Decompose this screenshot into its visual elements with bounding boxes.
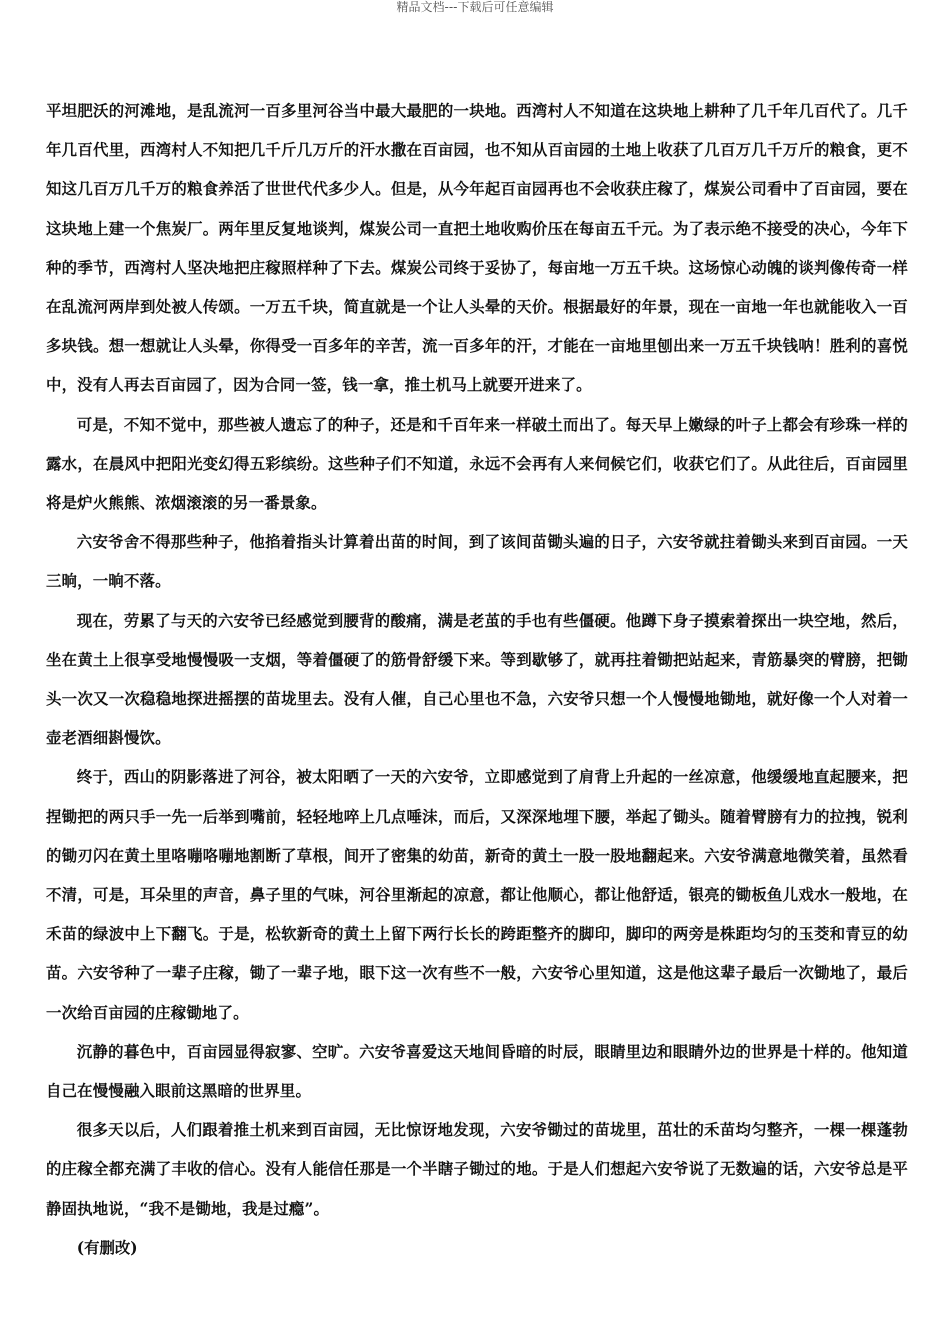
paragraph-4: 现在，劳累了与天的六安爷已经感觉到腰背的酸痛，满是老茧的手也有些僵硬。他蹲下身子摸索着探出一块空地，然后，坐在黄土上很享受地慢慢吸一支烟，等着僵硬了的筋骨舒缓下来。等到歇够了，就再拄着锄把站起来，青筋暴突的臂膀，把锄头一次又一次稳稳地探进摇摆的苗垅里去。没有人催，自己心里也不急，六安爷只想一个人慢慢地锄地，就好像一个人对着一壶老酒细斟慢饮。 xyxy=(46,611,908,748)
paragraph-7: 很多天以后，人们跟着推土机来到百亩园，无比惊讶地发现，六安爷锄过的苗垅里，茁壮的禾苗均匀整齐，一棵一棵蓬勃的庄稼全都充满了丰收的信心。没有人能信任那是一个半瞎子锄过的地。于是人们想起六安爷说了无数遍的话，六安爷总是平静固执地说，“我不是锄地，我是过瘾”。 xyxy=(46,1121,908,1218)
article-body xyxy=(46,92,908,1268)
page-header xyxy=(0,0,950,14)
paragraph-3: 六安爷舍不得那些种子，他掐着指头计算着出苗的时间，到了该间苗锄头遍的日子，六安爷就拄着锄头来到百亩园。一天三晌，一晌不落。 xyxy=(46,533,908,591)
header-text: 精品文档---下载后可任意编辑 xyxy=(396,0,554,14)
paragraph-6: 沉静的暮色中，百亩园显得寂寥、空旷。六安爷喜爱这天地间昏暗的时辰，眼睛里边和眼睛外边的世界是十样的。他知道自己在慢慢融入眼前这黑暗的世界里。 xyxy=(46,1042,908,1101)
paragraph-1: 平坦肥沃的河滩地，是乱流河一百多里河谷当中最大最肥的一块地。西湾村人不知道在这块地上耕种了几千年几百代了。几千年几百代里，西湾村人不知把几千斤几万斤的汗水撒在百亩园，也不知从百亩园的土地上收获了几百万几千万斤的粮食，更不知这几百万几千万的粮食养活了世世代代多少人。但是，从今年起百亩园再也不会收获庄稼了，煤炭公司看中了百亩园，要在这块地上建一个焦炭厂。两年里反复地谈判，煤炭公司一直把土地收购价压在每亩五千元。为了表示绝不接受的决心，今年下种的季节，西湾村人坚决地把庄稼照样种了下去。煤炭公司终于妥协了，每亩地一万五千块。这场惊心动魄的谈判像传奇一样在乱流河两岸到处被人传颂。一万五千块，简直就是一个让人头晕的天价。根据最好的年景，现在一亩地一年也就能收入一百多块钱。想一想就让人头晕，你得受一百多年的辛苦，流一百多年的汗，才能在一亩地里刨出来一万五千块钱呐！胜利的喜悦中，没有人再去百亩园了，因为合同一签，钱一拿，推土机马上就要开进来了。 xyxy=(46,102,908,395)
paragraph-2: 可是，不知不觉中，那些被人遗忘了的种子，还是和千百年来一样破土而出了。每天早上嫩绿的叶子上都会有珍珠一样的露水，在晨风中把阳光变幻得五彩缤纷。这些种子们不知道，永远不会再有人来伺候它们，收获它们了。从此往后，百亩园里将是炉火熊熊、浓烟滚滚的另一番景象。 xyxy=(46,415,908,513)
edit-note: (有删改) xyxy=(76,1238,138,1257)
paragraph-5: 终于，西山的阴影落进了河谷，被太阳晒了一天的六安爷，立即感觉到了肩背上升起的一丝凉意，他缓缓地直起腰来，把捏锄把的两只手一先一后举到嘴前，轻轻地啐上几点唾沫，而后，又深深地埋下腰，举起了锄头。随着臂膀有力的拉拽，锐利的锄刃闪在黄土里咯嘣咯嘣地割断了草根，间开了密集的幼苗，新奇的黄土一股一股地翻起来。六安爷满意地微笑着，虽然看不清，可是，耳朵里的声音，鼻子里的气味，河谷里渐起的凉意，都让他顺心，都让他舒适，银亮的锄板鱼儿戏水一般地，在禾苗的绿波中上下翻飞。于是，松软新奇的黄土上留下两行长长的跨距整齐的脚印，脚印的两旁是株距均匀的玉茭和青豆的幼苗。六安爷种了一辈子庄稼，锄了一辈子地，眼下这一次有些不一般，六安爷心里知道，这是他这辈子最后一次锄地了，最后一次给百亩园的庄稼锄地了。 xyxy=(46,768,908,1022)
